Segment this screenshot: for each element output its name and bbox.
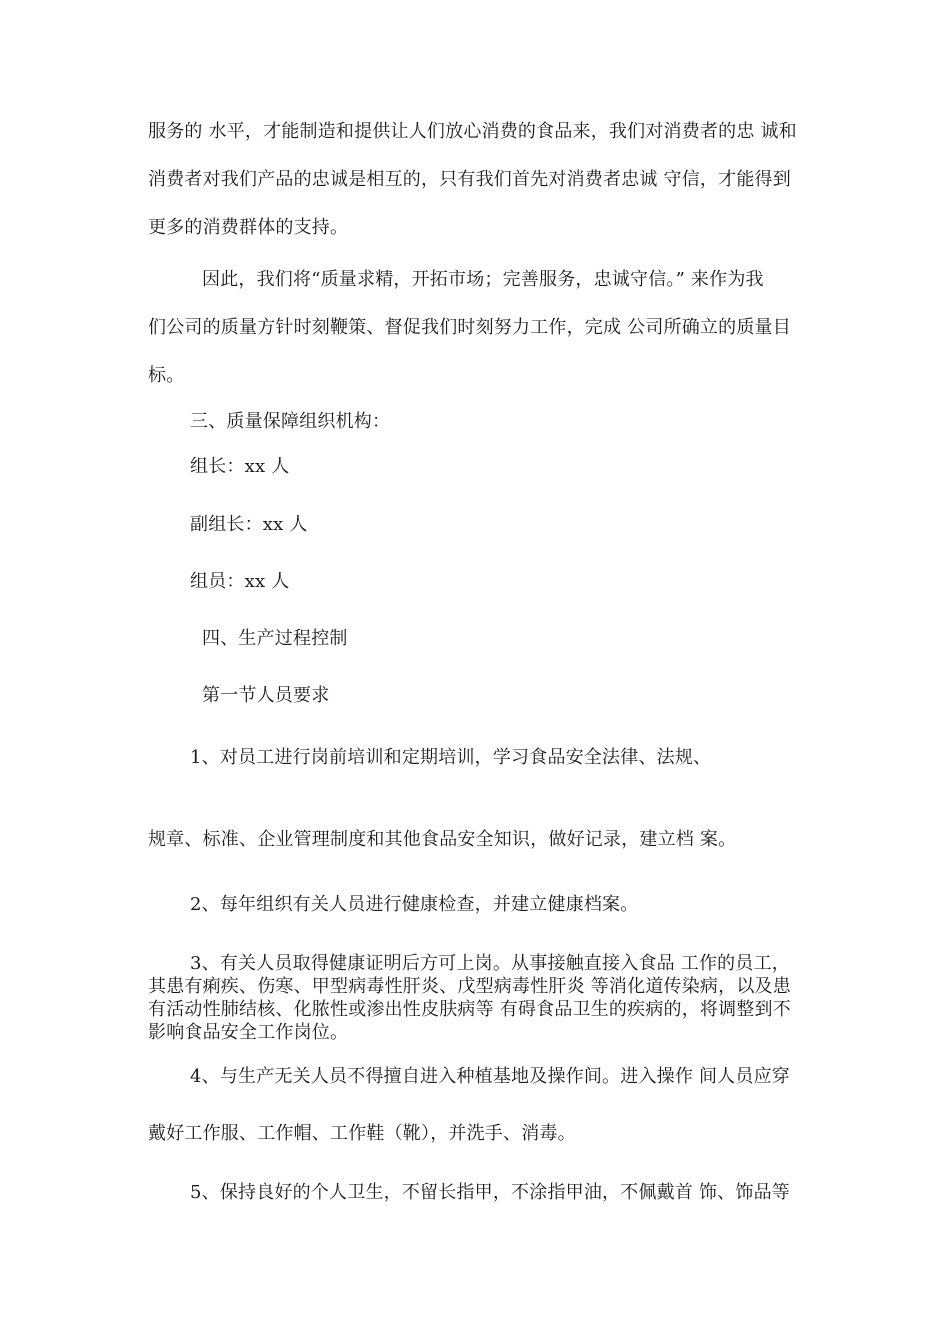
- subsection-heading: 第一节人员要求: [202, 685, 330, 706]
- list-item-line: 1、对员工进行岗前培训和定期培训，学习食品安全法律、法规、: [190, 747, 712, 768]
- list-item-line: 3、有关人员取得健康证明后方可上岗。从事接触直接入食品 工作的员工，: [190, 953, 790, 974]
- list-item-line: 2、每年组织有关人员进行健康检查，并建立健康档案。: [190, 894, 639, 915]
- section-heading: 三、质量保障组织机构：: [190, 411, 391, 432]
- org-member: 组员：xx 人: [190, 571, 290, 592]
- list-item-line: 其患有痢疾、伤寒、甲型病毒性肝炎、戊型病毒性肝炎 等消化道传染病，以及患: [148, 976, 791, 997]
- list-item-line: 4、与生产无关人员不得擅自进入种植基地及操作间。进入操作 间人员应穿: [190, 1066, 790, 1087]
- list-item-line: 影响食品安全工作岗位。: [148, 1022, 349, 1043]
- paragraph-line: 标。: [148, 365, 185, 386]
- paragraph-line: 服务的 水平，才能制造和提供让人们放心消费的食品来，我们对消费者的忠 诚和: [148, 121, 797, 142]
- org-deputy: 副组长：xx 人: [190, 514, 308, 535]
- paragraph-line: 消费者对我们产品的忠诚是相互的，只有我们首先对消费者忠诚 守信，才能得到: [148, 169, 791, 190]
- paragraph-line: 因此，我们将“质量求精，开拓市场；完善服务，忠诚守信。” 来作为我: [202, 269, 764, 290]
- org-leader: 组长：xx 人: [190, 456, 290, 477]
- paragraph-line: 更多的消费群体的支持。: [148, 217, 349, 238]
- list-item-line: 规章、标准、企业管理制度和其他食品安全知识，做好记录，建立档 案。: [148, 829, 737, 850]
- list-item-line: 有活动性肺结核、化脓性或渗出性皮肤病等 有碍食品卫生的疾病的，将调整到不: [148, 999, 791, 1020]
- list-item-line: 5、保持良好的个人卫生，不留长指甲，不涂指甲油，不佩戴首 饰、饰品等: [190, 1182, 790, 1203]
- paragraph-line: 们公司的质量方针时刻鞭策、督促我们时刻努力工作，完成 公司所确立的质量目: [148, 317, 791, 338]
- section-heading: 四、生产过程控制: [202, 628, 348, 649]
- list-item-line: 戴好工作服、工作帽、工作鞋（靴），并洗手、消毒。: [148, 1123, 576, 1144]
